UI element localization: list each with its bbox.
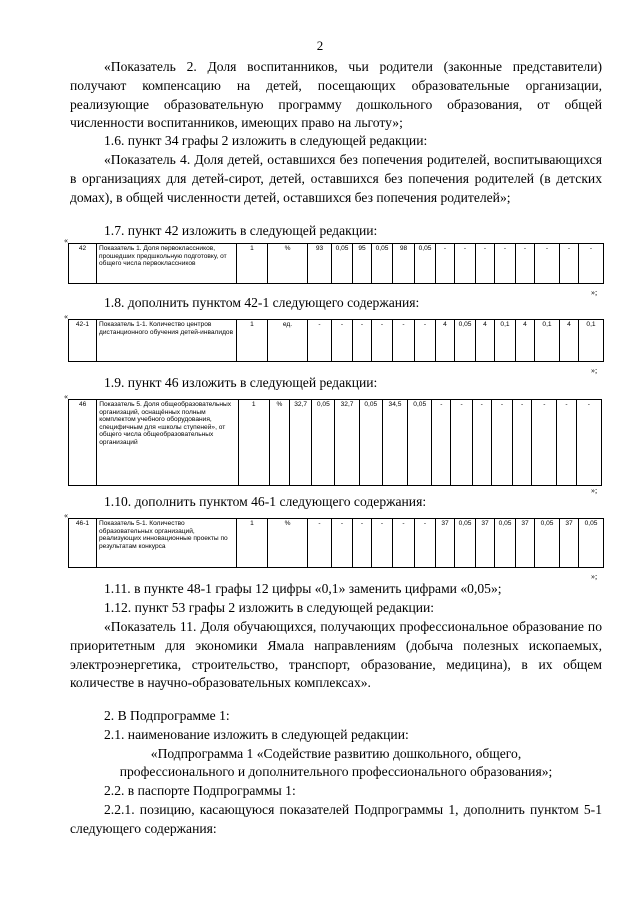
item-2-2: 2.2. в паспорте Подпрограммы 1: [104, 783, 296, 798]
cell: % [269, 400, 289, 486]
cell: 0,1 [495, 320, 516, 362]
cell: 95 [353, 244, 372, 284]
cell: - [393, 519, 415, 568]
cell: Показатель 1-1. Количество центров дистанционного обучения детей-инвалидов [97, 320, 237, 362]
quote-close-42: »; [591, 288, 598, 297]
cell: 37 [476, 519, 495, 568]
cell: 0,05 [372, 244, 393, 284]
quote-open-46-1: « [64, 511, 68, 520]
table-row-46 [68, 399, 602, 486]
cell: - [332, 519, 353, 568]
cell: 42-1 [69, 320, 97, 362]
cell: - [516, 244, 535, 284]
cell: - [579, 244, 604, 284]
cell: 34,5 [382, 400, 407, 486]
cell: 42 [69, 244, 97, 284]
cell: - [495, 244, 516, 284]
cell: 4 [476, 320, 495, 362]
cell: - [393, 320, 415, 362]
quote-close-46-1: »; [591, 572, 598, 581]
cell: - [455, 244, 476, 284]
cell: 32,7 [335, 400, 359, 486]
item-2-2-1: 2.2.1. позицию, касающуюся показателей Подпрограммы 1, дополнить пунктом 5-1 следующего содержания: [70, 802, 602, 836]
cell: 4 [436, 320, 455, 362]
cell: 1 [237, 320, 268, 362]
cell: 93 [308, 244, 332, 284]
cell: 4 [516, 320, 535, 362]
cell: % [268, 519, 308, 568]
table-row-42 [68, 243, 604, 284]
cell: 0,05 [455, 320, 476, 362]
cell: - [451, 400, 472, 486]
quote-open-42: « [64, 236, 68, 245]
cell: - [535, 244, 560, 284]
cell: 37 [436, 519, 455, 568]
cell: 37 [560, 519, 579, 568]
cell: 0,05 [415, 244, 436, 284]
cell: - [532, 400, 557, 486]
cell: 0,05 [495, 519, 516, 568]
cell: - [372, 519, 393, 568]
cell: ед. [268, 320, 308, 362]
cell: - [513, 400, 532, 486]
cell: Показатель 5-1. Количество образовательных организаций, реализующих инновационные проекты по результатам конкурса [97, 519, 237, 568]
item-1-9: 1.9. пункт 46 изложить в следующей редакции: [104, 375, 378, 390]
cell: 37 [516, 519, 535, 568]
cell: 4 [560, 320, 579, 362]
cell: 98 [393, 244, 415, 284]
quote-close-42-1: »; [591, 366, 598, 375]
cell: - [415, 519, 436, 568]
cell: - [332, 320, 353, 362]
cell: - [353, 519, 372, 568]
item-1-11: 1.11. в пункте 48-1 графы 12 цифры «0,1» заменить цифрами «0,05»; [104, 581, 502, 596]
cell: 0,1 [579, 320, 604, 362]
cell: 0,1 [535, 320, 560, 362]
item-1-8: 1.8. дополнить пунктом 42-1 следующего содержания: [104, 295, 420, 310]
indicator-4-text: «Показатель 4. Доля детей, оставшихся без попечения родителей, воспитывающихся в организациях для детей-сирот, детей, оставшихся без попечения родителей (в детских домах), в общей численности детей, оставшихся без попечения родителей»; [70, 152, 602, 205]
cell: 0,05 [535, 519, 560, 568]
item-1-7: 1.7. пункт 42 изложить в следующей редакции: [104, 223, 378, 238]
page-number: 2 [316, 38, 324, 53]
cell: 1 [237, 519, 268, 568]
cell: 1 [237, 244, 268, 284]
cell: - [415, 320, 436, 362]
cell: - [372, 320, 393, 362]
item-1-10: 1.10. дополнить пунктом 46-1 следующего содержания: [104, 494, 427, 509]
cell: - [432, 400, 451, 486]
table-row-46-1 [68, 518, 604, 568]
cell: - [353, 320, 372, 362]
section-2-heading: 2. В Подпрограмме 1: [104, 708, 230, 723]
cell: - [308, 519, 332, 568]
cell: 46-1 [69, 519, 97, 568]
cell: 0,05 [579, 519, 604, 568]
quote-open-46: « [64, 392, 68, 401]
indicator-2-text: «Показатель 2. Доля воспитанников, чьи родители (законные представители) получают компенсацию на детей, посещающих образовательные организации, реализующие образовательную программу дошкольного образования, от общей численности воспитанников, имеющих право на льготу»; [70, 59, 602, 131]
quote-open-42-1: « [64, 312, 68, 321]
item-2-1: 2.1. наименование изложить в следующей редакции: [104, 727, 409, 742]
cell: - [308, 320, 332, 362]
cell: 1 [238, 400, 269, 486]
cell: - [576, 400, 601, 486]
quote-close-46: »; [591, 486, 598, 495]
cell: 46 [69, 400, 97, 486]
cell: Показатель 1. Доля первоклассников, прошедших предшкольную подготовку, от общего числа первоклассников [97, 244, 237, 284]
indicator-11-text: «Показатель 11. Доля обучающихся, получающих профессиональное образование по приоритетным для экономики Ямала направлениям (добыча полезных ископаемых, электроэнергетика, строительство, транспорт, образование, медицина), в их общем количестве в научно-образовательных комплексах». [70, 619, 602, 691]
cell: - [560, 244, 579, 284]
subprogram-title-line-1: «Подпрограмма 1 «Содействие развитию дошкольного, общего, [150, 746, 522, 761]
cell: % [268, 244, 308, 284]
cell: 0,05 [359, 400, 382, 486]
cell: - [557, 400, 576, 486]
cell: - [472, 400, 491, 486]
cell: 0,05 [455, 519, 476, 568]
cell: Показатель 5. Доля общеобразовательных организаций, оснащённых полным комплектом учебного оборудования, специфичным для «школы ступеней», от общего числа общеобразовательных организаций [97, 400, 238, 486]
cell: - [476, 244, 495, 284]
cell: 32,7 [290, 400, 312, 486]
item-1-6: 1.6. пункт 34 графы 2 изложить в следующей редакции: [104, 133, 428, 148]
cell: - [491, 400, 512, 486]
cell: 0,05 [332, 244, 353, 284]
item-1-12: 1.12. пункт 53 графы 2 изложить в следующей редакции: [104, 600, 435, 615]
subprogram-title-line-2: профессионального и дополнительного профессионального образования»; [119, 764, 553, 779]
cell: 0,05 [408, 400, 432, 486]
table-row-42-1 [68, 319, 604, 362]
cell: 0,05 [312, 400, 335, 486]
cell: - [436, 244, 455, 284]
